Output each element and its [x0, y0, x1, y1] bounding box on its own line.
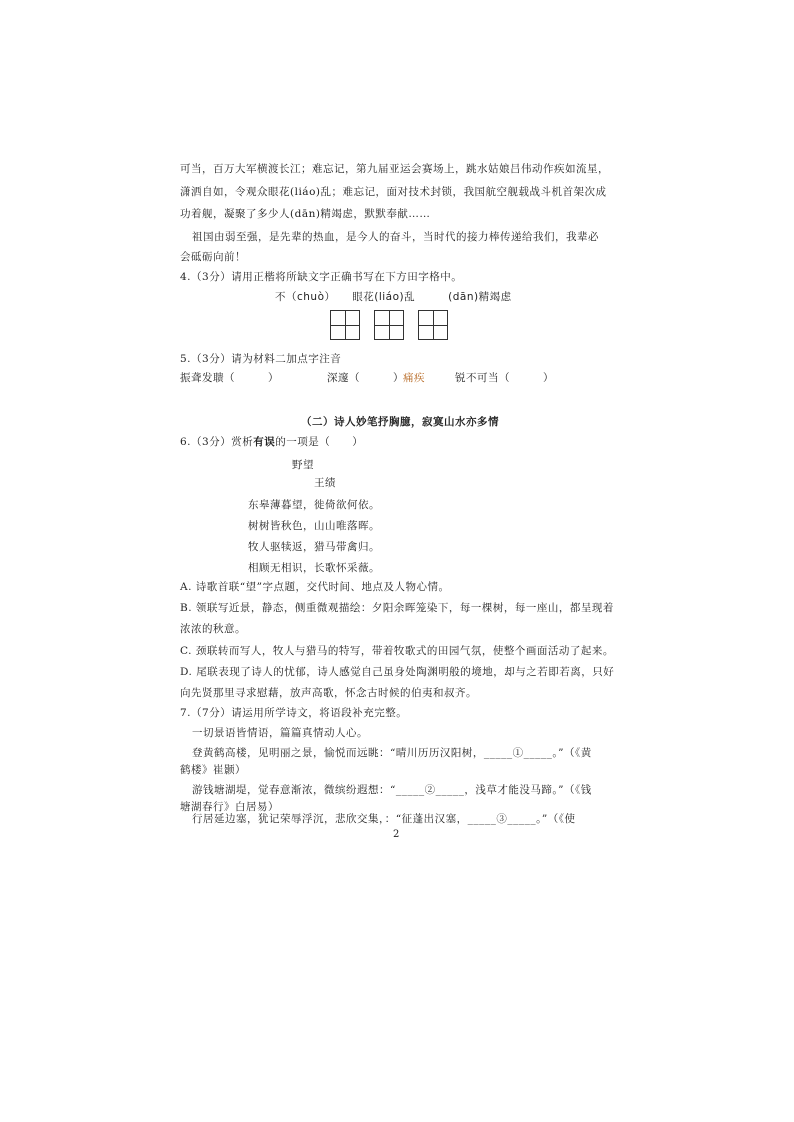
q5-item-3: 痛疾: [403, 372, 425, 384]
q4-stem: 4.（3分）请用正楷将所缺文字正确书写在下方田字格中。: [180, 271, 463, 283]
poem-line: 相顾无相识，长歌怀采薇。: [248, 562, 380, 574]
section-2-title: （二）诗人妙笔抒胸臆，寂寞山水亦多情: [301, 416, 499, 428]
q6-stem-bold: 有误: [253, 436, 276, 448]
tianzige-cell[interactable]: [374, 310, 404, 340]
poem-title: 野望: [292, 459, 314, 471]
material-line-2: 潇洒自如，令观众眼花(liáo)乱；难忘记，面对技术封锁，我国航空舰载战斗机首架次成: [180, 186, 607, 198]
q6-stem-pre: 6.（3分）赏析: [180, 436, 254, 448]
q7-line-6: 行居延边塞，犹记荣辱浮沉，悲欣交集，：“征蓬出汉塞，_____③_____。”（《使: [192, 813, 576, 825]
q6-option-b-line-2: 浓浓的秋意。: [180, 623, 246, 635]
q6-option-d-line-2: 向先贤那里寻求慰藉，放声高歌，怀念古时候的伯夷和叔齐。: [180, 687, 477, 699]
q6-option-a: A. 诗歌首联“望”字点题，交代时间、地点及人物心情。: [180, 581, 450, 593]
material-line-1: 可当，百万大军横渡长江；难忘记，第九届亚运会赛场上，跳水姑娘吕伟动作疾如流星，: [180, 163, 609, 175]
q6-option-d-line-1: D. 尾联表现了诗人的忧郁，诗人感觉自己虽身处陶渊明般的境地，却与之若即若离，只好: [180, 666, 615, 678]
q7-stem: 7.（7分）请运用所学诗文，将语段补充完整。: [180, 707, 408, 719]
q4-items: 不（chuò） 眼花(liáo)乱 (dān)精竭虑: [275, 291, 512, 303]
tianzige-grid: [330, 310, 448, 340]
material-line-3: 功着舰，凝聚了多少人(dān)精竭虑，默默奉献……: [180, 208, 431, 220]
q5-stem: 5.（3分）请为材料二加点字注音: [180, 353, 342, 365]
tianzige-cell[interactable]: [330, 310, 360, 340]
poem-line: 树树皆秋色，山山唯落晖。: [248, 520, 380, 532]
poem-line: 牧人驱犊返，猎马带禽归。: [248, 541, 380, 553]
poem-author: 王绩: [314, 477, 336, 489]
q7-line-4: 游钱塘湖堤，觉春意渐浓，微缤纷遐想：“_____②_____，浅草才能没马蹄。”（《钱: [192, 784, 592, 796]
q6-stem: [180, 435, 620, 449]
material-line-4: 祖国由弱至强，是先辈的热血，是今人的奋斗，当时代的接力棒传递给我们，我辈必: [192, 231, 599, 243]
q7-line-3: 鹤楼》崔颢）: [180, 764, 246, 776]
q5-item-1: 振聋发聩（ ）: [180, 372, 279, 384]
q6-option-c: C. 颈联转而写人，牧人与猎马的特写，带着牧歌式的田园气氛，使整个画面活动了起来。: [180, 645, 614, 657]
q7-line-5: 塘湖春行》白居易）: [180, 801, 279, 813]
poem-line: 东皋薄暮望，徙倚欲何依。: [248, 499, 380, 511]
q5-item-4: 锐不可当（ ）: [455, 372, 554, 384]
q6-option-b-line-1: B. 领联写近景，静态，侧重微观描绘：夕阳余晖笼染下，每一棵树，每一座山，都呈现着: [180, 602, 614, 614]
tianzige-cell[interactable]: [418, 310, 448, 340]
q7-line-2: 登黄鹤高楼，见明丽之景，愉悦而远眺：“晴川历历汉阳树，_____①_____。”（《黄: [192, 747, 592, 759]
material-line-5: 会砥砺向前！: [180, 251, 246, 263]
q6-stem-post: 的一项是（ ）: [275, 436, 364, 448]
q5-item-2: 深邃（ ）: [327, 372, 404, 384]
q7-line-1: 一切景语皆情语，篇篇真情动人心。: [192, 727, 368, 739]
page-number: 2: [393, 829, 400, 840]
